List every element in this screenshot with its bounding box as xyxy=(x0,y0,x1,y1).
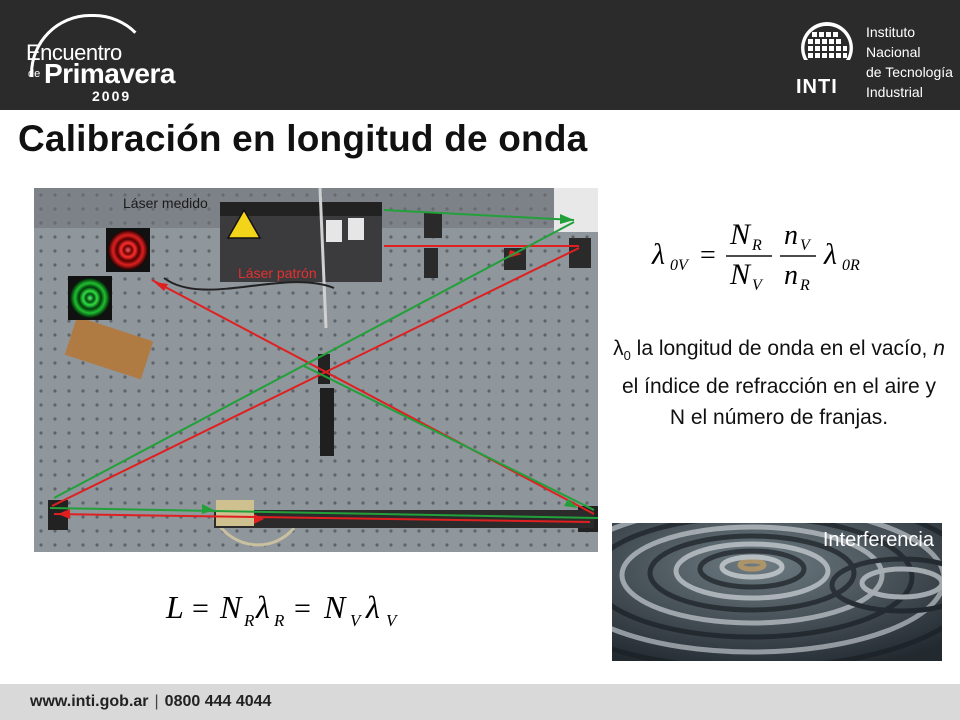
variable-description xyxy=(612,333,946,433)
label-reference-laser: Láser patrón xyxy=(238,265,317,281)
inti-grid-logo-icon xyxy=(798,20,856,80)
svg-text:R: R xyxy=(274,611,285,630)
svg-text:V: V xyxy=(752,277,762,294)
svg-text:V: V xyxy=(350,611,361,630)
institute-line: de Tecnología xyxy=(866,64,953,80)
svg-text:=: = xyxy=(700,240,716,271)
svg-text:R: R xyxy=(800,277,810,294)
svg-text:n: n xyxy=(784,220,798,251)
footer-separator: | xyxy=(154,693,159,710)
svg-text:V: V xyxy=(800,237,810,254)
event-name-de: de xyxy=(28,68,41,80)
footer-phone: 0800 444 4044 xyxy=(164,693,272,710)
svg-text:L: L xyxy=(166,589,184,625)
optical-table-photo xyxy=(34,188,598,552)
svg-text:n: n xyxy=(784,260,798,291)
institute-name xyxy=(866,22,953,102)
svg-text:N: N xyxy=(220,589,242,625)
desc-text-1: la longitud de onda en el vacío, xyxy=(630,337,934,360)
institute-line: Nacional xyxy=(866,44,921,60)
formula-sub: 0V xyxy=(670,257,688,274)
svg-text:λ: λ xyxy=(824,238,837,271)
formula-den: N xyxy=(730,258,751,291)
event-name-line2: Primavera xyxy=(44,58,175,89)
header-bar xyxy=(0,0,960,110)
svg-text:V: V xyxy=(386,611,397,630)
svg-text:=: = xyxy=(294,592,311,625)
svg-text:0R: 0R xyxy=(842,257,860,274)
formula-num: N xyxy=(730,218,751,251)
event-logo xyxy=(22,14,175,104)
event-name-line1: Encuentro xyxy=(26,40,122,65)
event-year: 2009 xyxy=(92,88,132,104)
interference-label: Interferencia xyxy=(822,529,934,551)
institute-line: Instituto xyxy=(866,24,916,40)
label-measured-laser: Láser medido xyxy=(123,195,208,211)
desc-n: n xyxy=(933,337,945,360)
wavelength-formula xyxy=(648,212,878,298)
svg-text:λ: λ xyxy=(256,589,270,625)
svg-text:=: = xyxy=(192,592,209,625)
footer-contact xyxy=(30,693,271,711)
institute-line: Industrial xyxy=(866,84,923,100)
svg-text:R: R xyxy=(752,237,762,254)
svg-text:R: R xyxy=(244,611,255,630)
desc-text-2: el índice de refracción en el aire y N el número de franjas. xyxy=(621,375,936,430)
formula-lambda: λ xyxy=(652,238,665,271)
slide-title: Calibración en longitud de onda xyxy=(18,118,588,159)
footer-website: www.inti.gob.ar xyxy=(30,693,149,710)
inti-acronym: INTI xyxy=(796,76,838,98)
svg-text:N: N xyxy=(324,589,346,625)
fringe-count-formula xyxy=(160,582,430,636)
svg-text:λ: λ xyxy=(366,589,380,625)
interference-image xyxy=(612,523,942,661)
desc-lambda: λ xyxy=(613,337,624,360)
desc-lambda-sub: 0 xyxy=(623,348,631,364)
footer-bar xyxy=(0,684,960,720)
